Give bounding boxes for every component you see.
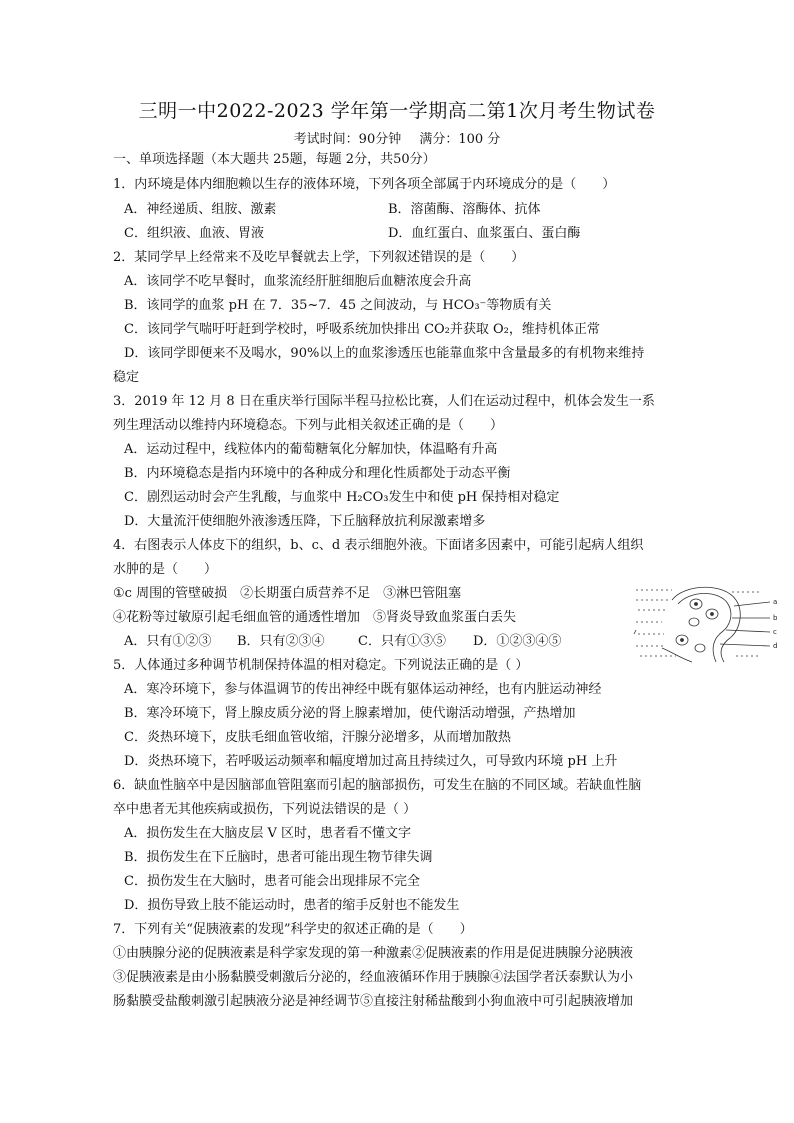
question-2-option-d-continued: 稳定 — [113, 370, 140, 385]
question-2-option-d: D．该同学即便来不及喝水，90%以上的血浆渗透压也能靠血浆中含量最多的有机物来维持 — [124, 346, 645, 361]
question-1-option-c: C．组织液、血液、胃液 — [124, 226, 264, 241]
question-4-items-1: ①c 周围的管壁破损 ②长期蛋白质营养不足 ③淋巴管阻塞 — [113, 586, 462, 601]
question-3-option-d: D．大量流汗使细胞外液渗透压降，下丘脑释放抗利尿激素增多 — [124, 514, 486, 529]
figure-label-b: b — [773, 614, 778, 622]
question-3-stem: 3．2019 年 12 月 8 日在重庆举行国际半程马拉松比赛，人们在运动过程中，机体会发生一系 — [113, 394, 655, 409]
question-6-option-c: C．损伤发生在大脑时，患者可能会出现排尿不完全 — [124, 874, 420, 889]
capillary-wall — [672, 587, 740, 662]
question-3-option-a: A．运动过程中，线粒体内的葡萄糖氧化分解加快，体温略有升高 — [124, 442, 498, 457]
question-6-stem-continued: 卒中患者无其他疾病或损伤，下列说法错误的是（ ） — [113, 802, 417, 817]
question-1-option-b: B．溶菌酶、溶酶体、抗体 — [388, 202, 541, 217]
question-6-option-d: D．损伤导致上肢不能运动时，患者的缩手反射也不能发生 — [124, 898, 460, 913]
question-5-option-c: C．炎热环境下，皮肤毛细血管收缩，汗腺分泌增多，从而增加散热 — [124, 730, 511, 745]
question-5-option-a: A．寒冷环境下，参与体温调节的传出神经中既有躯体运动神经，也有内脏运动神经 — [124, 682, 602, 697]
question-2-option-a: A．该同学不吃早餐时，血浆流经肝脏细胞后血糖浓度会升高 — [124, 274, 472, 289]
cell — [689, 618, 699, 626]
question-7-items-1: ①由胰腺分泌的促胰液素是科学家发现的第一种激素②促胰液素的作用是促进胰腺分泌胰液 — [113, 946, 634, 961]
question-7-stem: 7．下列有关“促胰液素的发现”科学史的叙述正确的是（ ） — [113, 922, 473, 937]
question-4-option-c: C．只有①③⑤ — [358, 634, 446, 649]
question-4-option-a: A．只有①②③ — [124, 634, 212, 649]
question-4-option-d: D．①②③④⑤ — [473, 634, 562, 649]
question-1-stem: 1．内环境是体内细胞赖以生存的液体环境，下列各项全部属于内环境成分的是（ ） — [113, 177, 616, 192]
question-2-option-b: B．该同学的血浆 pH 在 7．35~7．45 之间波动，与 HCO₃⁻等物质有关 — [124, 298, 552, 313]
exam-info — [0, 128, 794, 147]
capillary-wall-inner — [678, 594, 731, 663]
tissue-dots — [636, 590, 760, 656]
question-6-stem: 6．缺血性脑卒中是因脑部血管阻塞而引起的脑部损伤，可发生在脑的不同区域。若缺血性脑 — [113, 778, 642, 793]
cell — [695, 644, 705, 652]
question-6-option-a: A．损伤发生在大脑皮层 V 区时，患者看不懂文字 — [124, 826, 412, 841]
question-2-stem: 2．某同学早上经常来不及吃早餐就去上学，下列叙述错误的是（ ） — [113, 250, 525, 265]
question-4-stem-continued: 水肿的是（ ） — [113, 562, 218, 577]
question-4-stem: 4．右图表示人体皮下的组织，b、c、d 表示细胞外液。下面诸多因素中，可能引起病人组织 — [113, 538, 644, 553]
section-heading: 一、单项选择题（本大题共 25题，每题 2分，共50分） — [113, 152, 436, 167]
question-5-stem: 5．人体通过多种调节机制保持体温的相对稳定。下列说法正确的是（ ） — [113, 658, 529, 673]
question-1-option-a: A．神经递质、组胺、激素 — [124, 202, 277, 217]
question-7-items-2: ③促胰液素是由小肠黏膜受刺激后分泌的，经血液循环作用于胰腺④法国学者沃泰默认为小 — [113, 970, 634, 985]
exam-title: 三明一中2022-2023 学年第一学期高二第1次月考生物试卷 — [138, 100, 656, 122]
figure-label-d: d — [773, 642, 778, 650]
question-7-items-3: 肠黏膜受盐酸刺激引起胰液分泌是神经调节⑤直接注射稀盐酸到小狗血液中可引起胰液增加 — [113, 994, 634, 1009]
question-5-option-b: B．寒冷环境下，肾上腺皮质分泌的肾上腺素增加，使代谢活动增强，产热增加 — [124, 706, 576, 721]
figure-label-c: c — [773, 628, 777, 636]
exam-time: 考试时间：90分钟 — [293, 132, 402, 147]
question-4-option-b: B．只有②③④ — [237, 634, 325, 649]
question-1-option-d: D．血红蛋白、血浆蛋白、蛋白酶 — [388, 226, 581, 241]
lymph-vessel — [662, 648, 692, 662]
full-score: 满分：100 分 — [419, 132, 501, 147]
figure-label-a: a — [773, 598, 778, 606]
question-3-option-c: C．剧烈运动时会产生乳酸，与血浆中 H₂CO₃发生中和使 pH 保持相对稳定 — [124, 490, 560, 505]
question-3-stem-continued: 列生理活动以维持内环境稳态。下列与此相关叙述正确的是（ ） — [113, 418, 504, 433]
question-3-option-b: B．内环境稳态是指内环境中的各种成分和理化性质都处于动态平衡 — [124, 466, 511, 481]
question-6-option-b: B．损伤发生在下丘脑时，患者可能出现生物节律失调 — [124, 850, 433, 865]
question-4-items-2: ④花粉等过敏原引起毛细血管的通透性增加 ⑤肾炎导致血浆蛋白丢失 — [113, 610, 517, 625]
question-2-option-c: C．该同学气喘吁吁赶到学校时，呼吸系统加快排出 CO₂并获取 O₂，维持机体正常 — [124, 322, 600, 337]
question-5-option-d: D．炎热环境下，若呼吸运动频率和幅度增加过高且持续过久，可导致内环境 pH 上升 — [124, 754, 618, 769]
tissue-diagram — [632, 582, 782, 664]
